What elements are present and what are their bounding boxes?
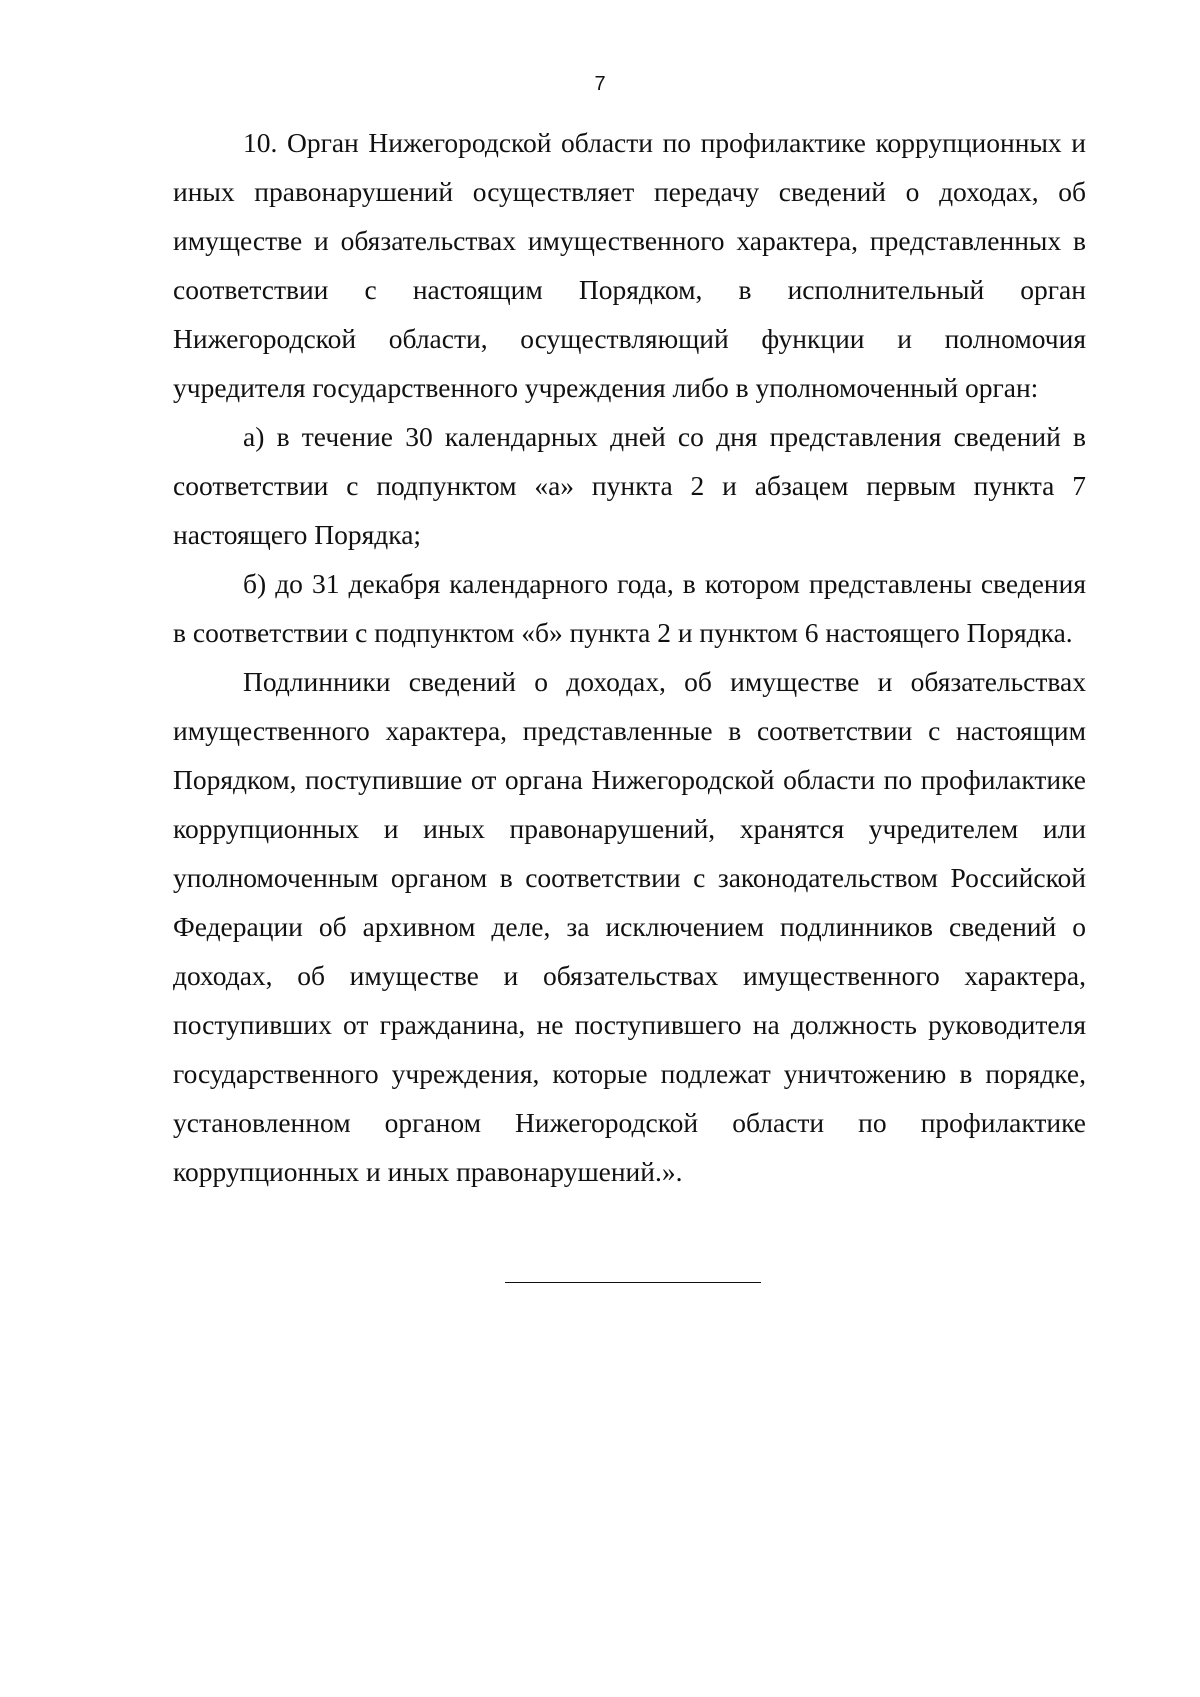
page-number: 7: [594, 73, 606, 95]
end-separator-line: [505, 1282, 761, 1283]
paragraph-subitem-b: б) до 31 декабря календарного года, в котором представлены сведения в соответствии с подпунктом «б» пункта 2 и пунктом 6 настоящего Порядка.: [173, 568, 1086, 648]
document-body: [173, 118, 1086, 1196]
paragraph-originals-storage: Подлинники сведений о доходах, об имуществе и обязательствах имущественного характера, представленные в соответствии с настоящим Порядком, поступившие от органа Нижегородской области по профилактике коррупционных и иных правонарушений, хранятся учредителем или уполномоченным органом в соответствии с законодательством Российской Федерации об архивном деле, за исключением подлинников сведений о доходах, об имуществе и обязательствах имущественного характера, поступивших от гражданина, не поступившего на должность руководителя государственного учреждения, которые подлежат уничтожению в порядке, установленном органом Нижегородской области по профилактике коррупционных и иных правонарушений.».: [173, 666, 1086, 1187]
paragraph-item-10: 10. Орган Нижегородской области по профилактике коррупционных и иных правонарушений осуществляет передачу сведений о доходах, об имуществе и обязательствах имущественного характера, представленных в соответствии с настоящим Порядком, в исполнительный орган Нижегородской области, осуществляющий функции и полномочия учредителя государственного учреждения либо в уполномоченный орган:: [173, 127, 1086, 403]
paragraph-subitem-a: а) в течение 30 календарных дней со дня представления сведений в соответствии с подпунктом «а» пункта 2 и абзацем первым пункта 7 настоящего Порядка;: [173, 421, 1086, 550]
